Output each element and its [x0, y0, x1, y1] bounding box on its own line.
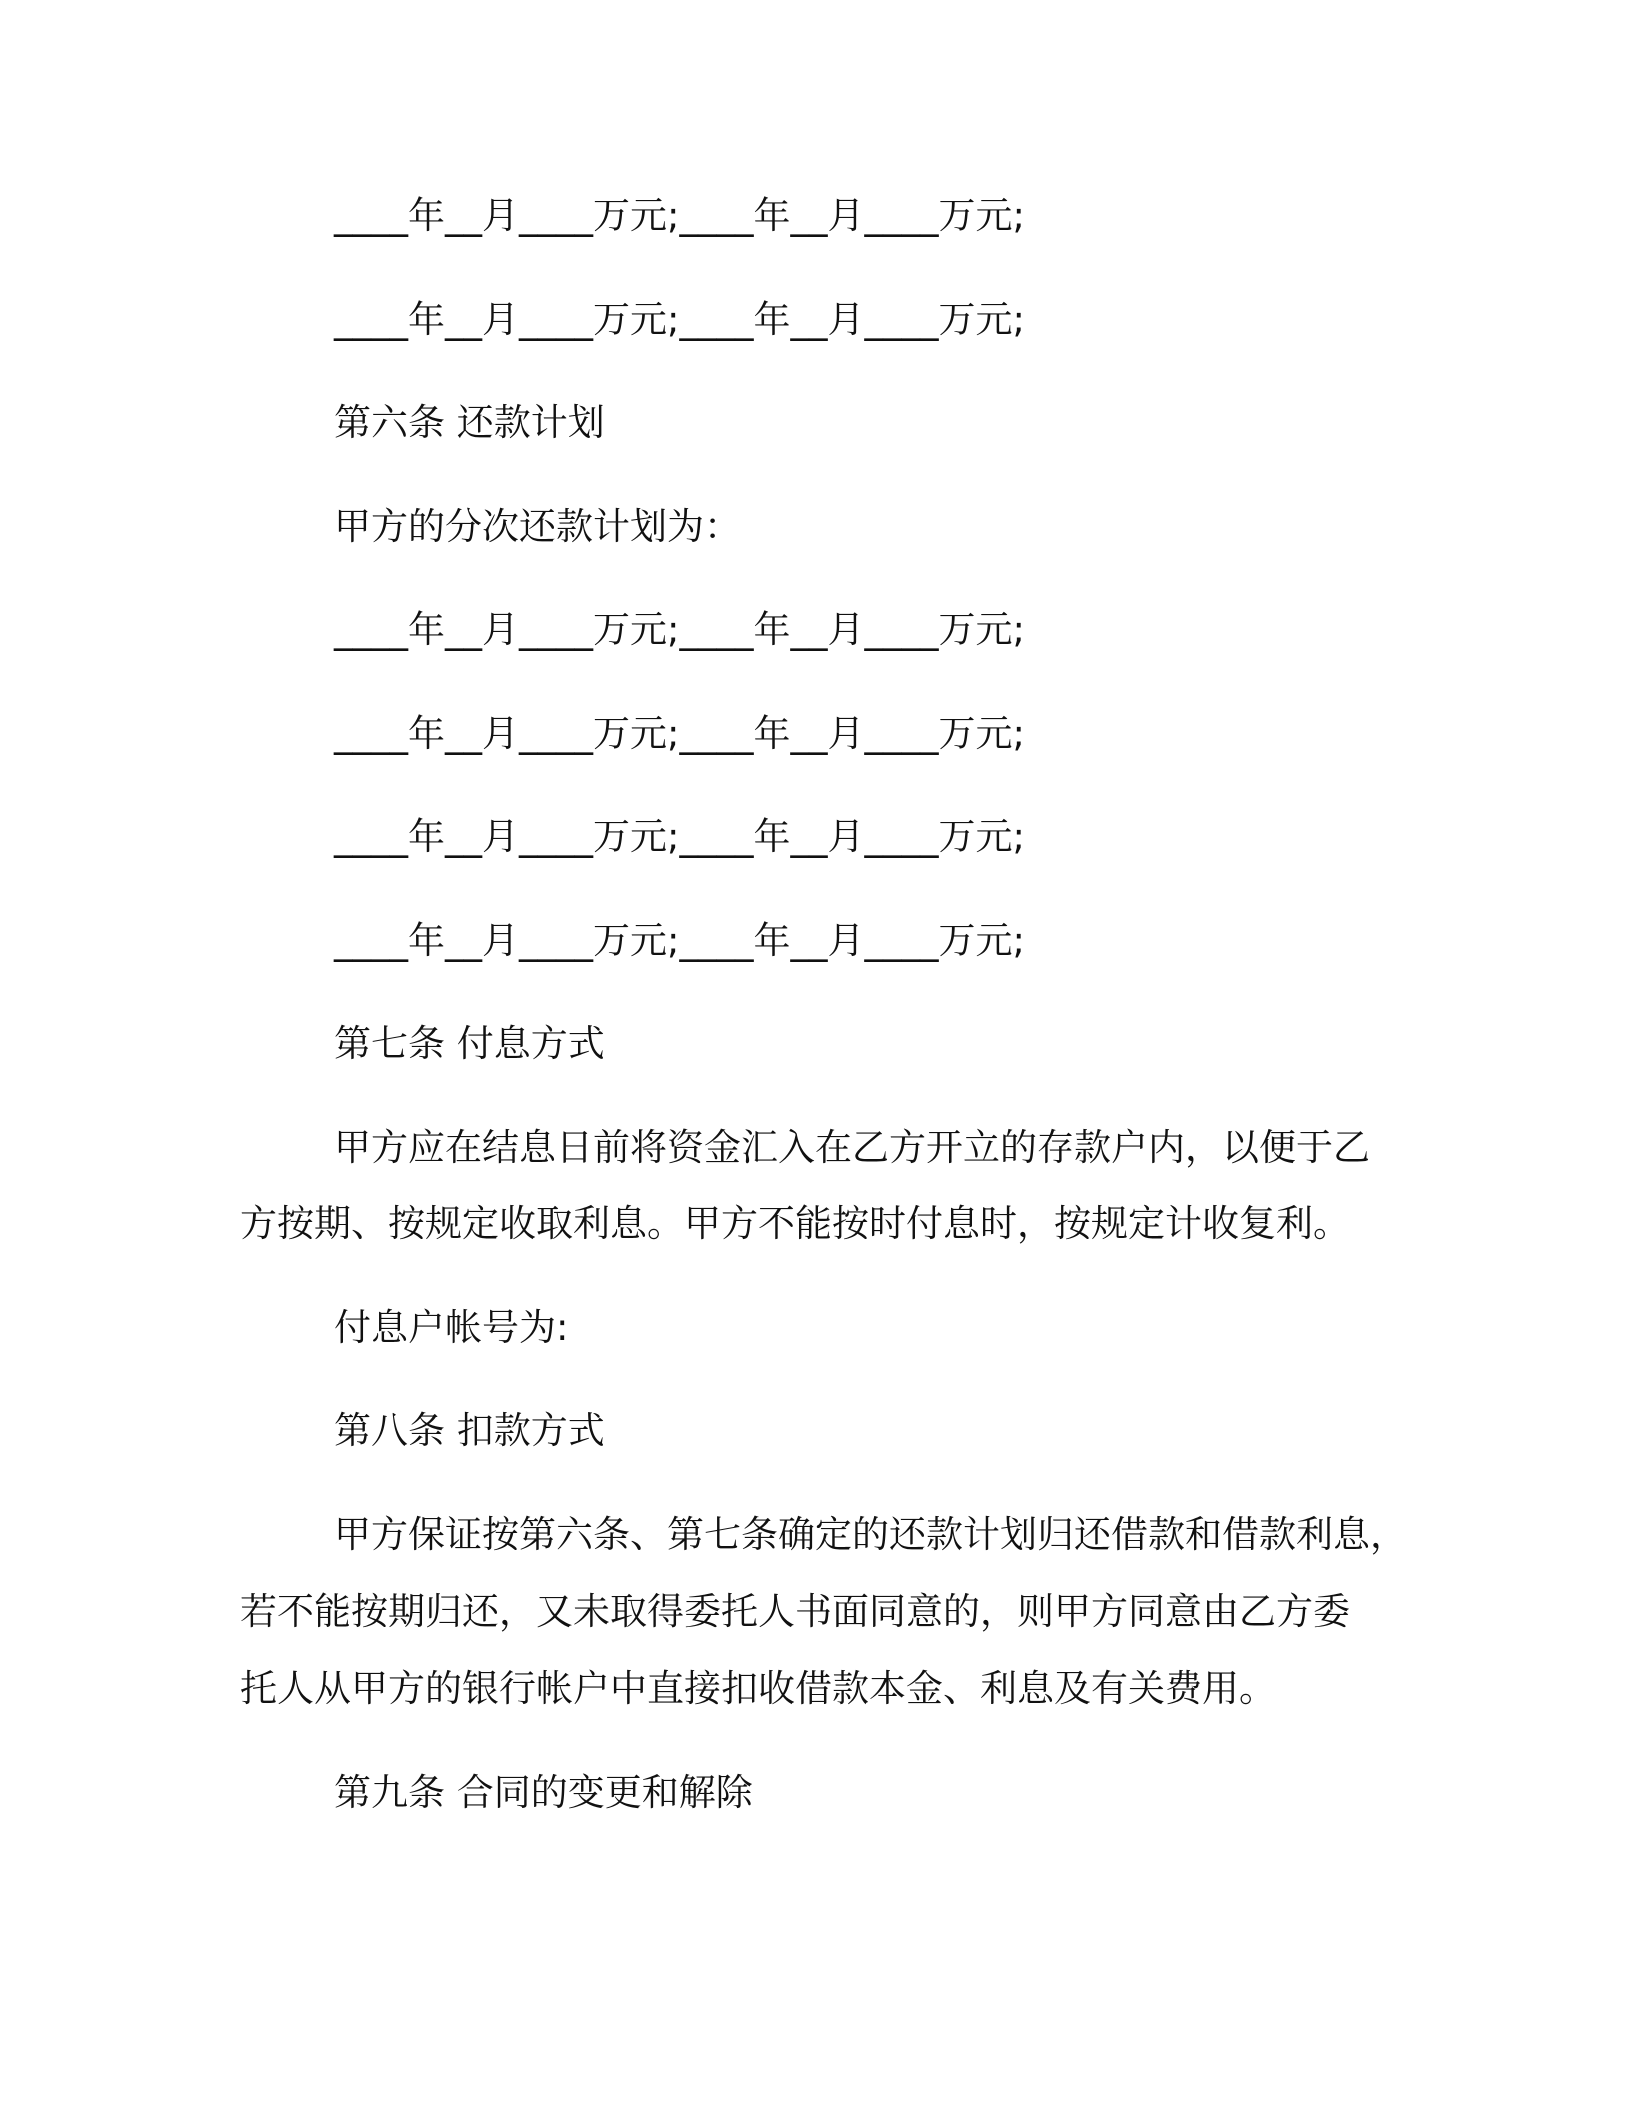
paragraph-line: 甲方应在结息日前将资金汇入在乙方开立的存款户内，以便于乙 [334, 1126, 1370, 1169]
paragraph-line: 甲方保证按第六条、第七条确定的还款计划归还借款和借款利息， [334, 1513, 1407, 1556]
paragraph-line: 付息户帐号为: [334, 1306, 569, 1349]
article-heading: 第七条 付息方式 [334, 1022, 605, 1065]
schedule-line: ____年__月____万元;____年__月____万元; [334, 608, 1025, 651]
paragraph-line: 甲方的分次还款计划为： [334, 505, 741, 548]
schedule-line: ____年__月____万元;____年__月____万元; [334, 919, 1025, 962]
schedule-line: ____年__月____万元;____年__月____万元; [334, 712, 1025, 755]
paragraph-line: 托人从甲方的银行帐户中直接扣收借款本金、利息及有关费用。 [240, 1667, 1276, 1710]
article-heading: 第九条 合同的变更和解除 [334, 1771, 753, 1814]
schedule-line: ____年__月____万元;____年__月____万元; [334, 194, 1025, 237]
article-heading: 第八条 扣款方式 [334, 1409, 605, 1452]
schedule-line: ____年__月____万元;____年__月____万元; [334, 298, 1025, 341]
paragraph-line: 若不能按期归还，又未取得委托人书面同意的，则甲方同意由乙方委 [240, 1590, 1350, 1633]
paragraph-line: 方按期、按规定收取利息。甲方不能按时付息时，按规定计收复利。 [240, 1202, 1350, 1245]
schedule-line: ____年__月____万元;____年__月____万元; [334, 815, 1025, 858]
article-heading: 第六条 还款计划 [334, 401, 605, 444]
